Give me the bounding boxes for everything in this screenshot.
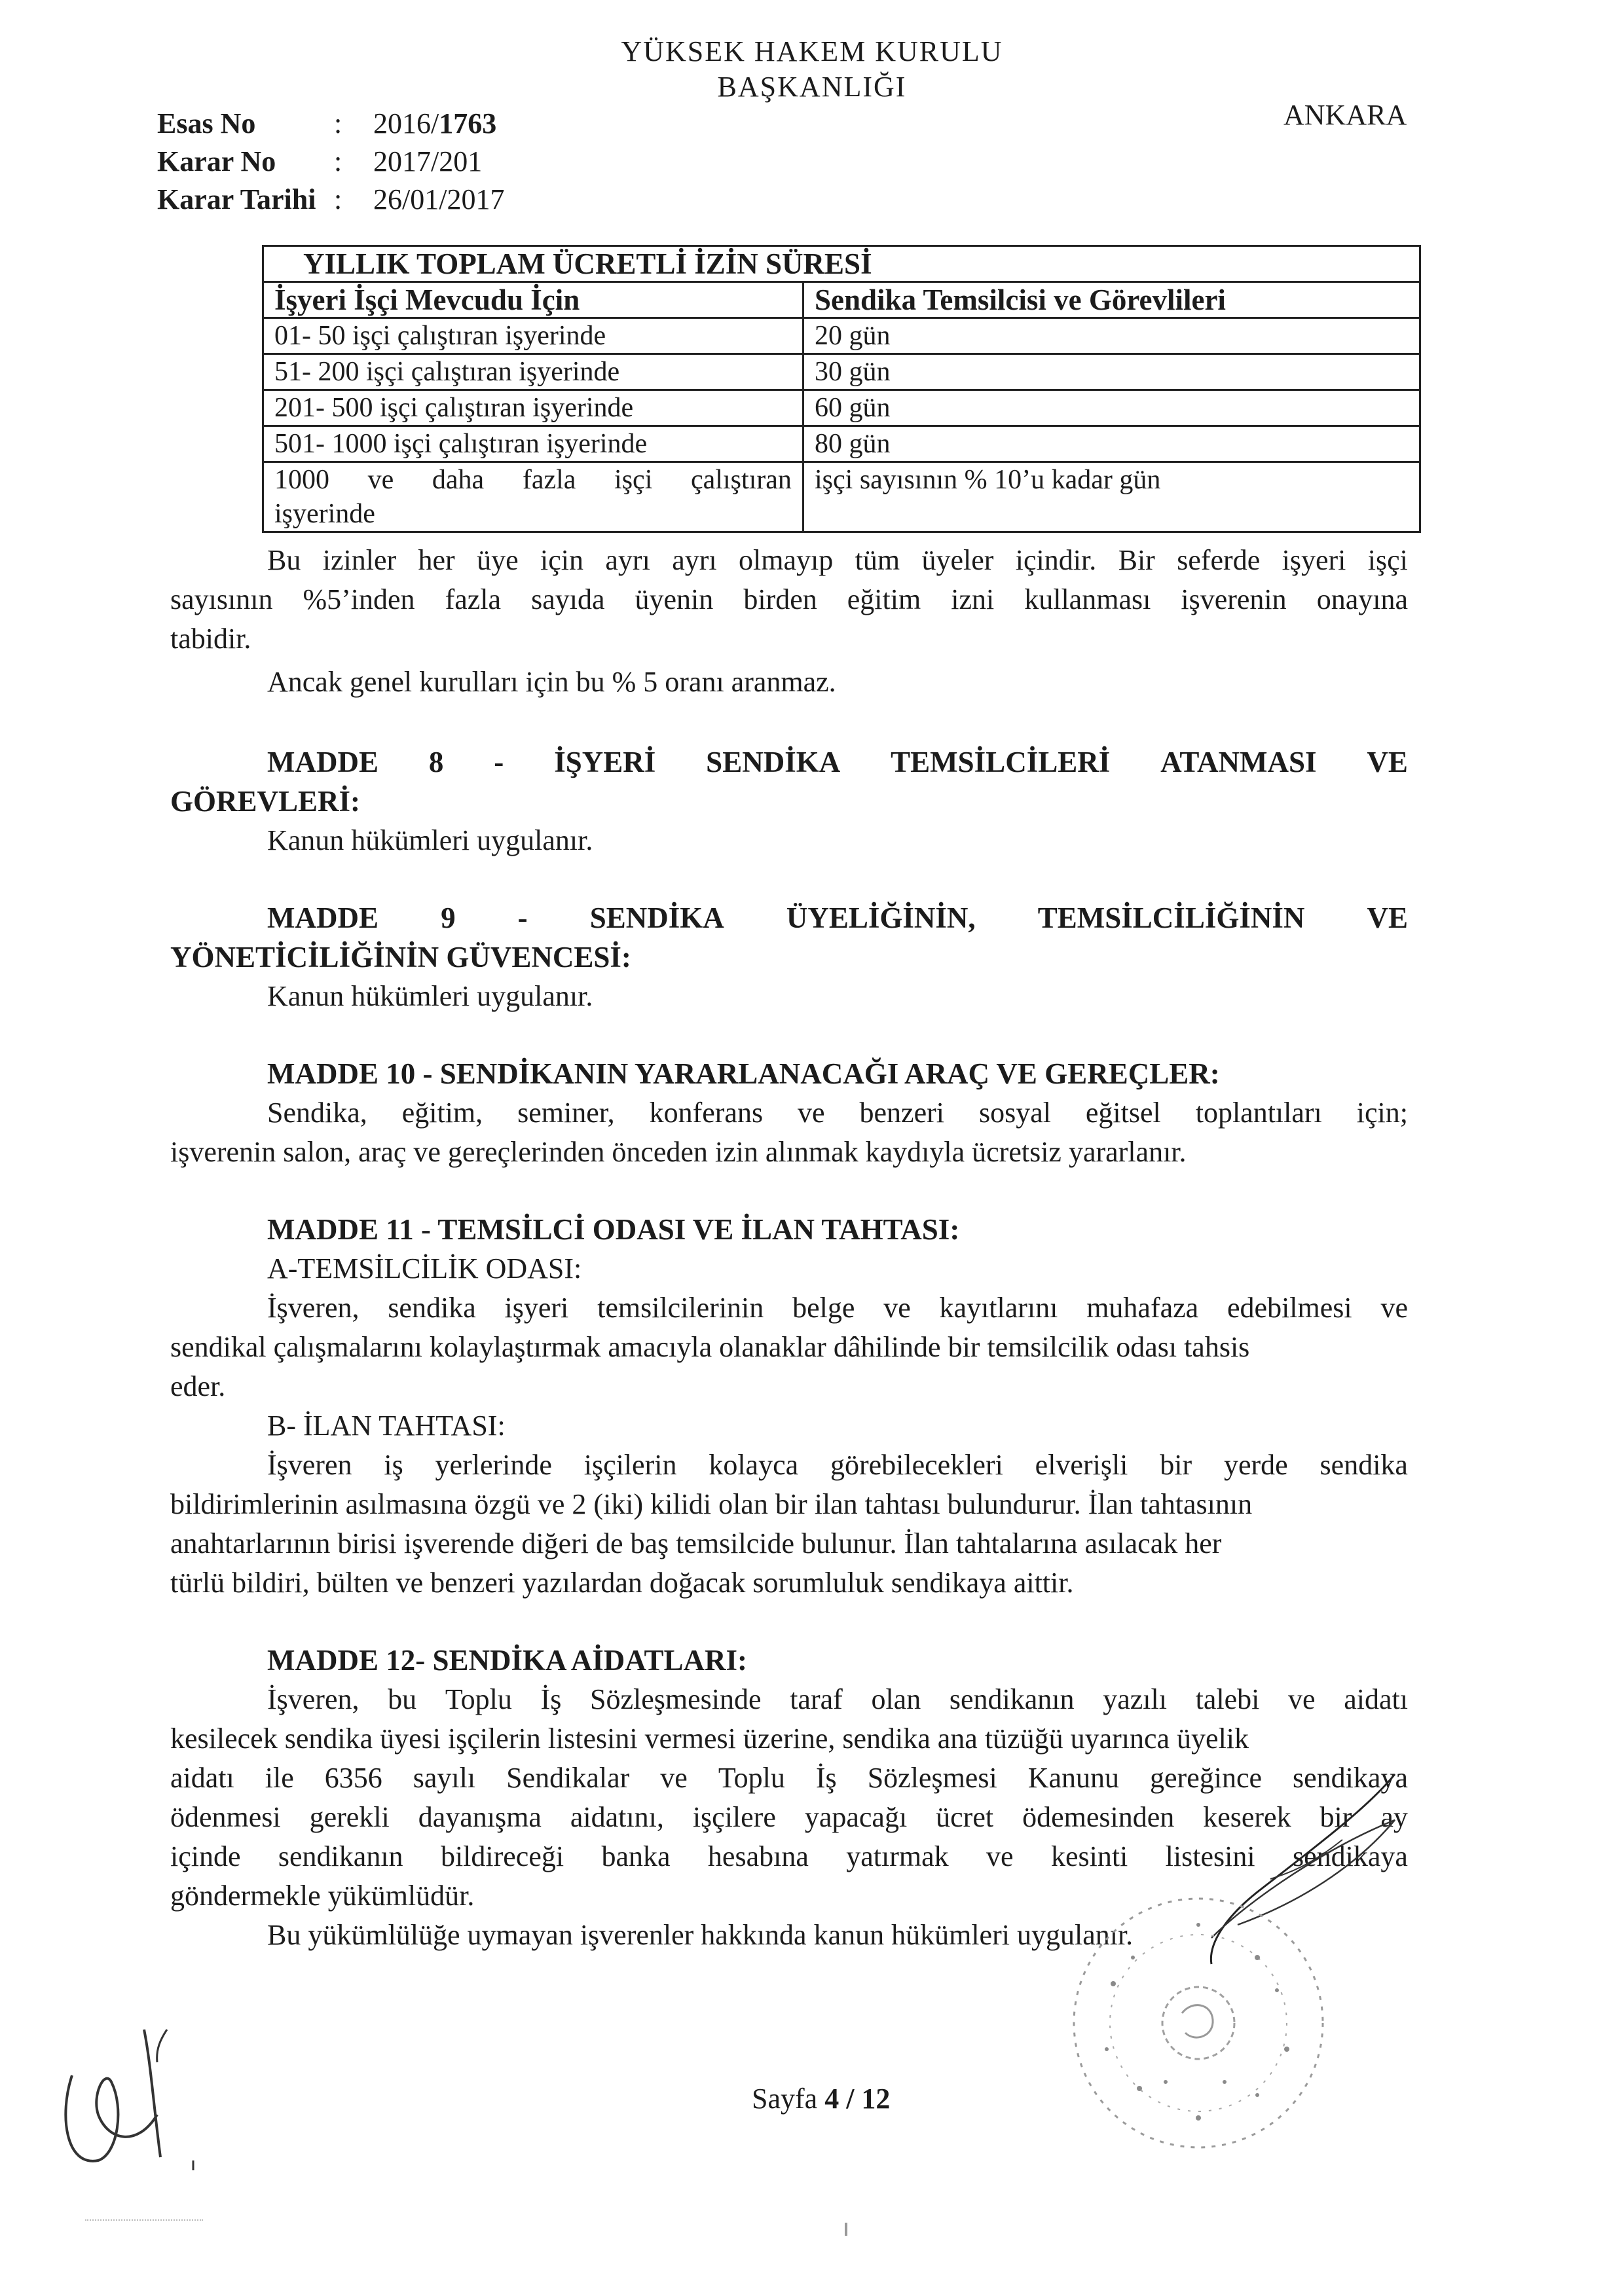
word: 6356: [324, 1762, 382, 1794]
word: konferans: [649, 1097, 764, 1129]
word: her: [418, 544, 455, 576]
colon: :: [334, 183, 342, 215]
word: sayılı: [413, 1762, 476, 1794]
word: 9: [441, 902, 456, 934]
word: keserek: [1203, 1801, 1291, 1833]
word: ve: [1380, 1292, 1408, 1324]
article-11-b-line-2: bildirimlerinin asılmasına özgü ve 2 (iki) kilidi olan bir ilan tahtası bulundurur. İlan tahtasının: [170, 1488, 1253, 1520]
word: sendikaya: [1293, 1762, 1408, 1794]
word: elverişli: [1035, 1449, 1128, 1481]
word: kesinti: [1050, 1840, 1128, 1872]
word: ücret: [936, 1801, 994, 1833]
table-cell: 01- 50 işçi çalıştıran işyerinde: [263, 318, 803, 354]
word: kullanması: [1024, 583, 1151, 615]
article-12-heading: MADDE 12- SENDİKA AİDATLARI:: [267, 1644, 747, 1677]
word: yerlerinde: [435, 1449, 552, 1481]
word: ve: [798, 1097, 825, 1129]
word: için;: [1356, 1097, 1408, 1129]
word: yazılı: [1103, 1683, 1167, 1715]
word: kayıtlarını: [939, 1292, 1058, 1324]
article-11-a-line-3: eder.: [170, 1370, 226, 1402]
article-11-subheading-a: A-TEMSİLCİLİK ODASI:: [267, 1252, 582, 1285]
para-2: Ancak genel kurulları için bu % 5 oranı aranmaz.: [267, 666, 836, 698]
word: MADDE: [267, 746, 378, 778]
word: muhafaza: [1086, 1292, 1199, 1324]
article-10-line-2: işverenin salon, araç ve gereçlerinden önceden izin alınmak kaydıyla ücretsiz yararlanır.: [170, 1136, 1187, 1168]
word: İŞYERİ: [554, 746, 656, 778]
table-cell: 51- 200 işçi çalıştıran işyerinde: [263, 354, 803, 390]
article-11-b-line-1: [170, 1446, 1408, 1485]
word: sendikaya: [1292, 1840, 1408, 1872]
article-12-line-1: [170, 1680, 1408, 1719]
word: MADDE: [267, 902, 378, 934]
institution-name: YÜKSEK HAKEM KURULU: [621, 35, 1003, 67]
word: bir: [1320, 1801, 1352, 1833]
article-11-heading: MADDE 11 - TEMSİLCİ ODASI VE İLAN TAHTASI:: [267, 1213, 960, 1246]
word: seminer,: [517, 1097, 615, 1129]
word: eğitim,: [401, 1097, 483, 1129]
word: ÜYELİĞİNİN,: [786, 902, 976, 934]
word: bildireceği: [440, 1840, 564, 1872]
word: içinde: [170, 1840, 241, 1872]
article-8-body: Kanun hükümleri uygulanır.: [267, 824, 593, 856]
word: çalıştıran: [691, 465, 792, 495]
karar-label: Karar No: [157, 145, 276, 177]
word: için: [540, 544, 584, 576]
word: sendikanın: [949, 1683, 1075, 1715]
word: dayanışma: [418, 1801, 542, 1833]
word: toplantıları: [1195, 1097, 1322, 1129]
word: ay: [1380, 1801, 1408, 1833]
word: -: [494, 746, 504, 778]
scan-artifact: [85, 2219, 203, 2221]
word: ile: [265, 1762, 294, 1794]
word: ödenmesi: [170, 1801, 281, 1833]
word: üyeler: [921, 544, 994, 576]
esas-row: [157, 105, 504, 143]
karar-row: [157, 143, 504, 181]
word: üye: [477, 544, 519, 576]
table-cell: 501- 1000 işçi çalıştıran işyerinde: [263, 426, 803, 462]
article-11-b-line-4: türlü bildiri, bülten ve benzeri yazılardan doğacak sorumluluk sendikaya aittir.: [170, 1567, 1074, 1599]
article-10-heading: MADDE 10 - SENDİKANIN YARARLANACAĞI ARAÇ VE GEREÇLER:: [267, 1057, 1220, 1090]
word: ayrı: [605, 544, 650, 576]
last-row-line1: [274, 463, 792, 497]
word: Kanunu: [1027, 1762, 1119, 1794]
word: işçi: [614, 465, 653, 495]
word: eğitsel: [1085, 1097, 1161, 1129]
table-row: [263, 318, 1420, 354]
tarih-value: 26/01/2017: [373, 183, 505, 215]
word: ve: [986, 1840, 1014, 1872]
word: işyeri: [1282, 544, 1346, 576]
word: tüm: [855, 544, 900, 576]
last-row-line2: işyerinde: [274, 499, 375, 529]
word: sayısının: [170, 583, 273, 615]
word: gerekli: [309, 1801, 390, 1833]
article-9-heading-line2: YÖNETİCİLİĞİNİN GÜVENCESİ:: [170, 941, 631, 974]
table-cell: 20 gün: [803, 318, 1420, 354]
article-11-a-line-2: sendikal çalışmalarını kolaylaştırmak amacıyla olanaklar dâhilinde bir temsilcilik odası tahsis: [170, 1331, 1250, 1363]
article-9-body: Kanun hükümleri uygulanır.: [267, 980, 593, 1012]
table-row: [263, 390, 1420, 426]
article-11-b-line-3: anahtarlarının birisi işverende diğeri de baş temsilcide bulunur. İlan tahtalarına asılacak her: [170, 1527, 1222, 1559]
page-number: [752, 2082, 890, 2115]
esas-value-number: 1763: [439, 107, 497, 139]
karar-value: 2017/201: [373, 145, 483, 177]
word: İşveren: [267, 1449, 352, 1481]
word: ödemesinden: [1022, 1801, 1175, 1833]
word: sendika: [388, 1292, 476, 1324]
para-1-line-3: tabidir.: [170, 623, 251, 655]
word: sayıda: [531, 583, 605, 615]
table-cell: 60 gün: [803, 390, 1420, 426]
article-11-subheading-b: B- İLAN TAHTASI:: [267, 1410, 506, 1442]
word: taraf: [790, 1683, 843, 1715]
word: Sözleşmesinde: [590, 1683, 762, 1715]
word: işçilere: [692, 1801, 776, 1833]
word: sosyal: [978, 1097, 1051, 1129]
word: temsilcilerinin: [597, 1292, 764, 1324]
word: işçilerin: [583, 1449, 677, 1481]
table-row: [263, 354, 1420, 390]
word: talebi: [1195, 1683, 1260, 1715]
word: listesini: [1165, 1840, 1255, 1872]
article-10-line-1: [170, 1093, 1408, 1133]
word: üyenin: [635, 583, 714, 615]
word: fazla: [445, 583, 502, 615]
article-9-heading: [170, 898, 1408, 938]
para-1-line-1: [170, 541, 1408, 580]
esas-value-prefix: 2016/: [373, 107, 439, 139]
table-header-col2: Sendika Temsilcisi ve Görevlileri: [803, 282, 1420, 318]
word: seferde: [1177, 544, 1261, 576]
table-cell: 80 gün: [803, 426, 1420, 462]
article-11-a-line-1: [170, 1288, 1408, 1328]
esas-label: Esas No: [157, 107, 256, 139]
city: ANKARA: [1283, 99, 1407, 131]
official-stamp: [1061, 1886, 1336, 2160]
word: daha: [432, 465, 485, 495]
word: İş: [540, 1683, 562, 1715]
tarih-label: Karar Tarihi: [157, 183, 316, 215]
word: ve: [883, 1292, 911, 1324]
word: Bir: [1118, 544, 1155, 576]
word: bir: [1160, 1449, 1192, 1481]
word: TEMSİLCİLİĞİNİN: [1037, 902, 1305, 934]
word: hesabına: [707, 1840, 809, 1872]
word: benzeri: [859, 1097, 944, 1129]
word: Bu: [267, 544, 301, 576]
word: olmayıp: [739, 544, 834, 576]
word: İş: [815, 1762, 837, 1794]
word: Sözleşmesi: [867, 1762, 997, 1794]
word: işverenin: [1181, 583, 1287, 615]
para-1-line-2: [170, 580, 1408, 619]
word: görebilecekleri: [830, 1449, 1003, 1481]
word: sendika: [1320, 1449, 1408, 1481]
body: [170, 541, 1408, 1955]
word: ayrı: [672, 544, 717, 576]
word: olan: [871, 1683, 921, 1715]
word: 8: [428, 746, 444, 778]
word: sendikanın: [278, 1840, 403, 1872]
word: SENDİKA: [589, 902, 724, 934]
esas-value: [373, 107, 496, 139]
word: TEMSİLCİLERİ: [891, 746, 1111, 778]
word: kolayca: [709, 1449, 799, 1481]
word: aidatı: [170, 1762, 234, 1794]
word: İşveren,: [267, 1683, 360, 1715]
word: Toplu: [718, 1762, 785, 1794]
word: işçi: [1367, 544, 1408, 576]
word: izni: [951, 583, 995, 615]
scan-artifact: [845, 2223, 847, 2236]
word: belge: [792, 1292, 855, 1324]
word: eğitim: [847, 583, 921, 615]
case-meta: [157, 105, 504, 219]
word: gereğince: [1150, 1762, 1263, 1794]
word: VE: [1367, 746, 1408, 778]
leave-table: [262, 245, 1421, 533]
word: VE: [1367, 902, 1408, 934]
handwritten-initials: [46, 2003, 196, 2174]
word: ve: [660, 1762, 688, 1794]
institution-subtitle: BAŞKANLIĞI: [717, 71, 907, 103]
word: işyeri: [504, 1292, 569, 1324]
page-current: 4: [824, 2083, 840, 2115]
word: Sendika,: [267, 1097, 367, 1129]
article-8-heading: [170, 742, 1408, 782]
page-separator: /: [839, 2083, 862, 2115]
word: İşveren,: [267, 1292, 360, 1324]
word: içindir.: [1015, 544, 1097, 576]
word: 1000: [274, 465, 329, 495]
word: aidatı: [1344, 1683, 1408, 1715]
colon: :: [334, 145, 342, 177]
word: izinler: [322, 544, 397, 576]
word: ve: [367, 465, 394, 495]
table-row: [263, 426, 1420, 462]
table-header-col1: İşyeri İşçi Mevcudu İçin: [263, 282, 803, 318]
word: ATANMASI: [1160, 746, 1317, 778]
article-12-line-6: göndermekle yükümlüdür.: [170, 1880, 475, 1912]
word: aidatını,: [570, 1801, 664, 1833]
word: banka: [601, 1840, 671, 1872]
word: yatırmak: [846, 1840, 949, 1872]
table-cell: işçi sayısının % 10’u kadar gün: [803, 462, 1420, 532]
word: %5’inden: [303, 583, 415, 615]
word: birden: [743, 583, 817, 615]
word: yerde: [1223, 1449, 1288, 1481]
word: Sendikalar: [506, 1762, 630, 1794]
word: fazla: [522, 465, 576, 495]
tarih-row: [157, 181, 504, 219]
word: -: [517, 902, 528, 934]
word: edebilmesi: [1227, 1292, 1352, 1324]
table-cell: [263, 462, 803, 532]
article-12-line-2: kesilecek sendika üyesi işçilerin listesini vermesi üzerine, sendika ana tüzüğü uyarınca üyelik: [170, 1722, 1249, 1755]
article-12-last-line: Bu yükümlülüğe uymayan işverenler hakkında kanun hükümleri uygulanır.: [267, 1919, 1134, 1951]
colon: :: [334, 107, 342, 139]
word: ve: [1288, 1683, 1316, 1715]
word: iş: [384, 1449, 403, 1481]
word: SENDİKA: [706, 746, 841, 778]
article-8-heading-line2: GÖREVLERİ:: [170, 785, 361, 818]
page-total: 12: [861, 2083, 891, 2115]
word: bu: [388, 1683, 417, 1715]
table-title: YILLIK TOPLAM ÜCRETLİ İZİN SÜRESİ: [263, 246, 1420, 282]
word: Toplu: [445, 1683, 512, 1715]
word: yapacağı: [804, 1801, 908, 1833]
table-cell: 201- 500 işçi çalıştıran işyerinde: [263, 390, 803, 426]
table-cell: 30 gün: [803, 354, 1420, 390]
word: onayına: [1316, 583, 1408, 615]
table-row: [263, 462, 1420, 532]
page-prefix: Sayfa: [752, 2083, 825, 2115]
